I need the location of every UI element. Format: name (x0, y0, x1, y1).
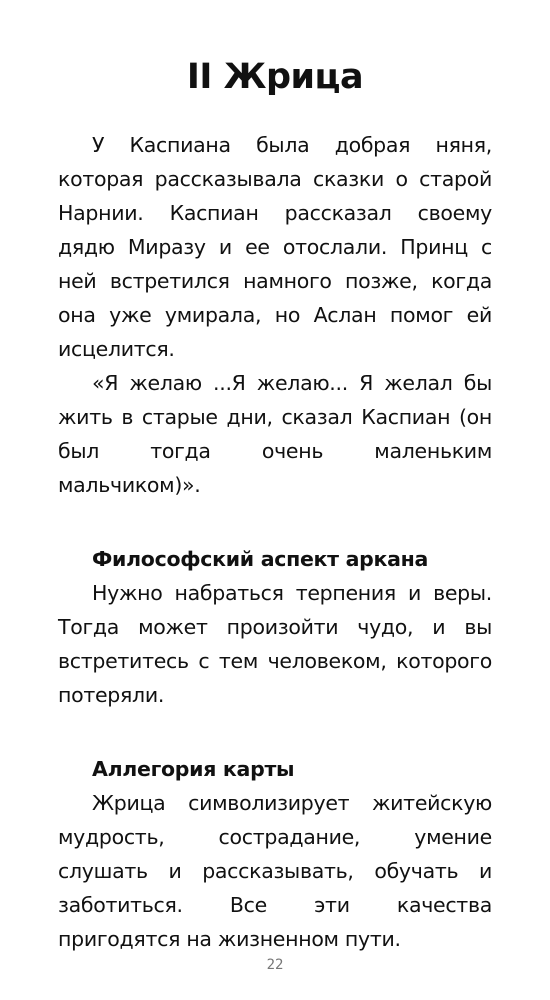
section-heading-allegory: Аллегория карты (92, 757, 295, 781)
section-heading-philosophy: Философский аспект аркана (92, 547, 429, 571)
section-text-philosophy: Нужно набраться терпения и веры. Тогда может произойти чудо, и вы встретитесь с тем человеком, которого потеряли. (58, 581, 492, 707)
section-spacer (58, 502, 492, 542)
intro-paragraph: У Каспиана была добрая няня, которая рассказывала сказки о старой Нарнии. Каспиан рассказал своему дядю Миразу и ее отослали. Принц с ней встретился намного позже, когда она уже умирала, но Аслан помог ей исцелится. (58, 133, 492, 361)
quote-paragraph: «Я желаю ...Я желаю... Я желал бы жить в старые дни, сказал Каспиан (он был тогда очень маленьким мальчиком)». (58, 371, 492, 497)
section-spacer (58, 712, 492, 752)
section-text-allegory: Жрица символизирует житейскую мудрость, сострадание, умение слушать и рассказывать, обучать и заботиться. Все эти качества пригодятся на жизненном пути. (58, 791, 492, 951)
page-body (58, 128, 492, 956)
page-number: 22 (266, 957, 284, 973)
page-title: II Жрица (186, 57, 364, 97)
